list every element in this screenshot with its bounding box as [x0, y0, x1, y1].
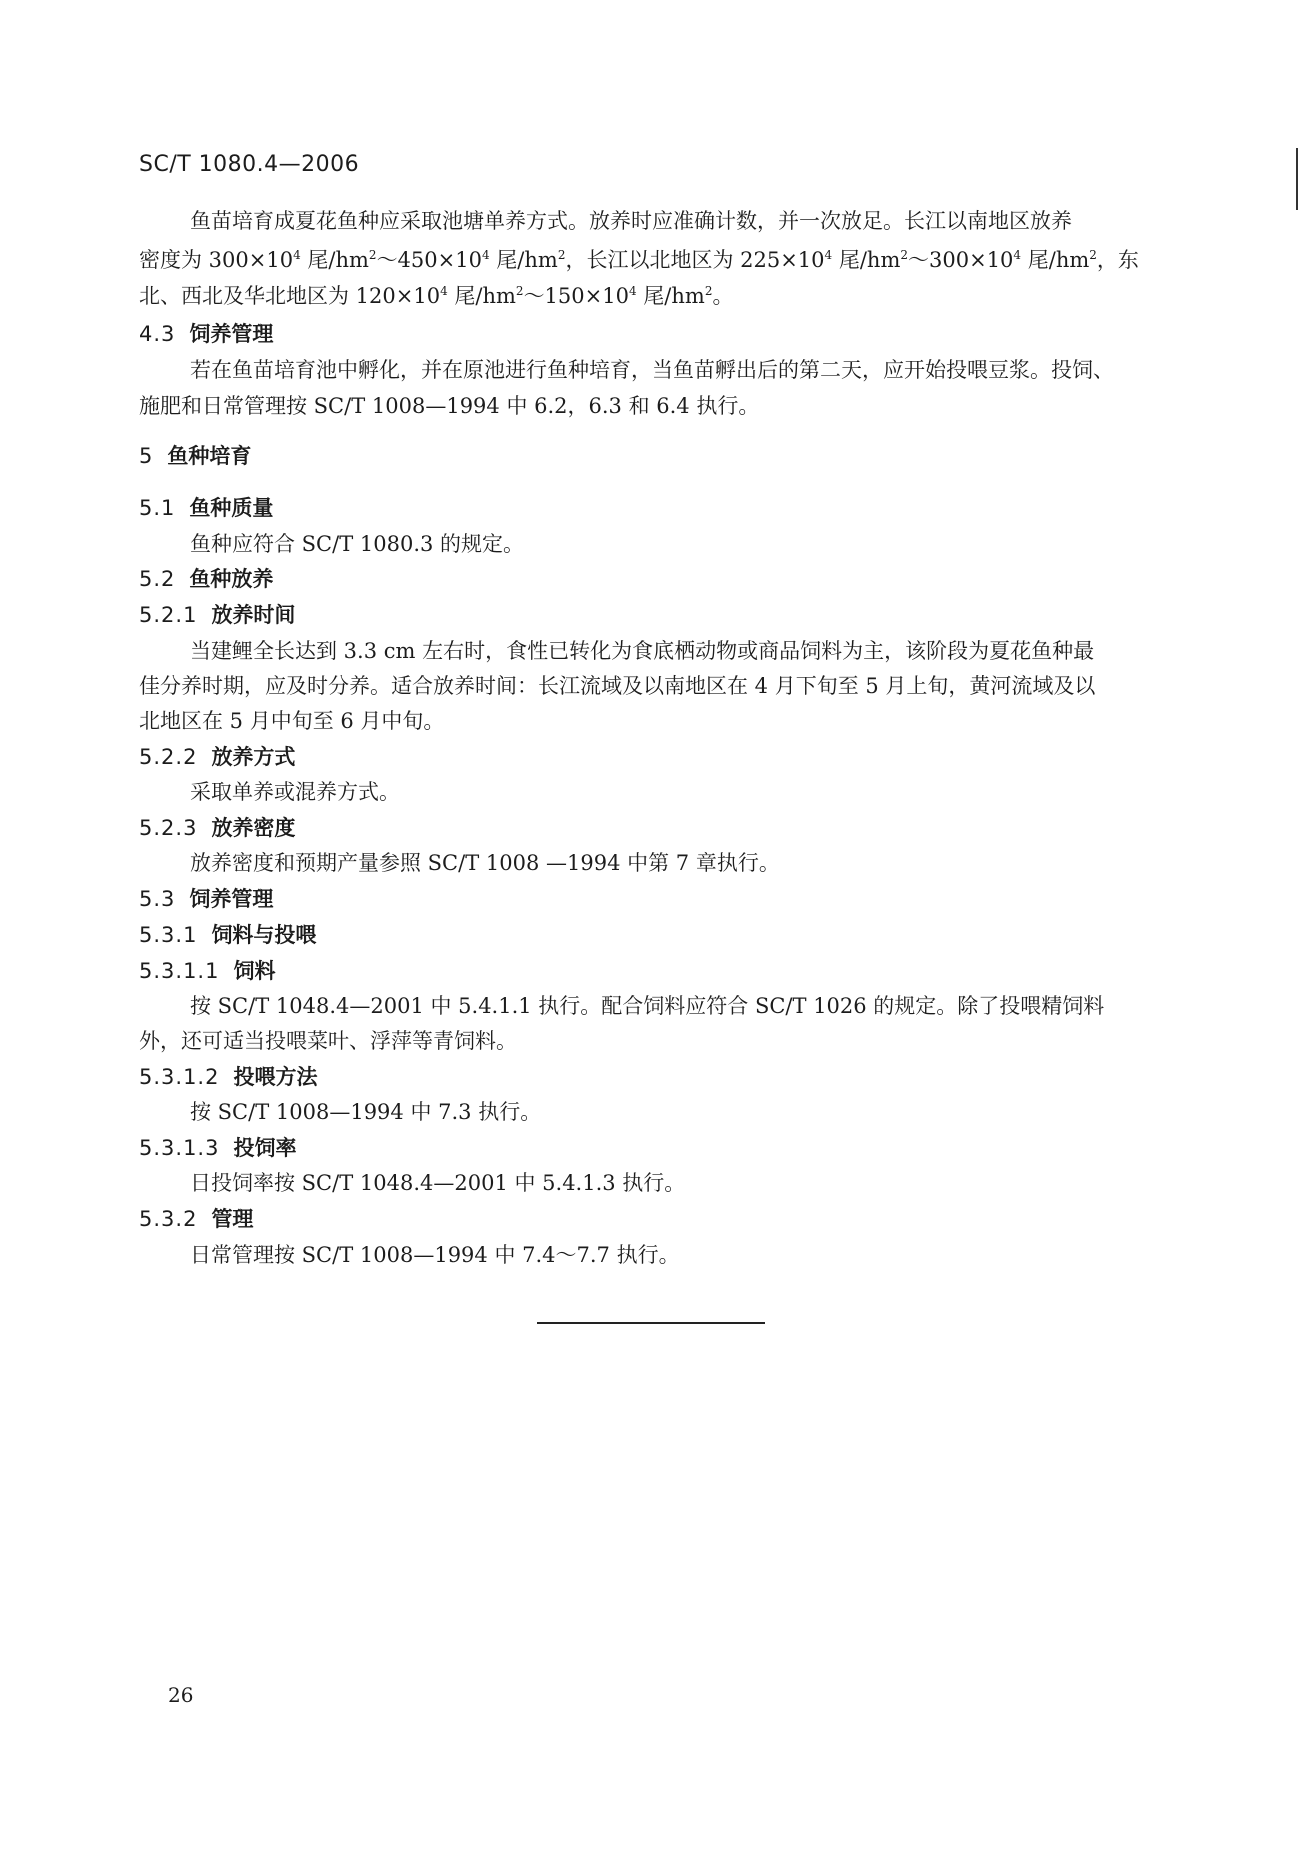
text-fragment: 密度为 300×10 [139, 248, 294, 272]
s4-3-line-1: 若在鱼苗培育池中孵化，并在原池进行鱼种培育，当鱼苗孵出后的第二天，应开始投喂豆浆。投饲、 [190, 358, 1114, 382]
section-heading-5-3-1-3 [139, 1133, 296, 1163]
standard-code-header [139, 152, 359, 177]
s5-2-1-line-3: 北地区在 5 月中旬至 6 月中旬。 [139, 709, 445, 733]
s5-3-1-2-line-1: 按 SC/T 1008—1994 中 7.3 执行。 [190, 1100, 542, 1124]
section-heading-5-3-1 [139, 920, 316, 950]
section-title: 放养时间 [211, 603, 296, 627]
section-number: 5.3.1.2 [139, 1065, 220, 1089]
superscript: 4 [628, 284, 637, 298]
section-number: 4.3 [139, 322, 176, 346]
superscript: 2 [557, 248, 566, 262]
section-heading-5-2-3 [139, 813, 295, 843]
section-heading-5 [139, 441, 251, 471]
section-number: 5.2.3 [139, 816, 198, 840]
s5-2-2-line-1: 采取单养或混养方式。 [190, 780, 400, 804]
text-fragment: 尾/hm [1021, 248, 1090, 272]
superscript: 2 [900, 248, 909, 262]
section-title: 管理 [211, 1207, 254, 1231]
section-title: 投喂方法 [233, 1065, 318, 1089]
intro-line-2 [139, 245, 1139, 275]
section-title: 饲养管理 [189, 887, 274, 911]
section-number: 5.3.1.3 [139, 1136, 220, 1160]
section-heading-5-2-2 [139, 742, 295, 772]
s5-3-1-3-line-1: 日投饲率按 SC/T 1048.4—2001 中 5.4.1.3 执行。 [190, 1171, 686, 1195]
section-title: 放养方式 [211, 745, 296, 769]
end-of-standard-rule [537, 1322, 765, 1324]
section-heading-4-3 [139, 319, 273, 349]
section-title: 饲料 [233, 959, 276, 983]
section-heading-5-2 [139, 564, 273, 594]
superscript: 2 [515, 284, 524, 298]
s5-3-1-1-line-2: 外，还可适当投喂菜叶、浮萍等青饲料。 [139, 1029, 517, 1053]
section-number: 5.2 [139, 567, 176, 591]
section-number: 5.1 [139, 496, 176, 520]
superscript: 4 [824, 248, 833, 262]
section-heading-5-2-1 [139, 600, 295, 630]
superscript: 2 [704, 284, 713, 298]
text-fragment: 尾/hm [832, 248, 901, 272]
scan-edge-mark [1296, 148, 1298, 210]
text-fragment: ，长江以北地区为 225×10 [565, 248, 825, 272]
section-heading-5-3 [139, 884, 273, 914]
s5-2-3-line-1: 放养密度和预期产量参照 SC/T 1008 —1994 中第 7 章执行。 [190, 851, 780, 875]
section-title: 鱼种质量 [189, 496, 274, 520]
text-fragment: 北、西北及华北地区为 120×10 [139, 284, 441, 308]
section-title: 放养密度 [211, 816, 296, 840]
section-heading-5-3-1-1 [139, 956, 275, 986]
s5-3-1-1-line-1: 按 SC/T 1048.4—2001 中 5.4.1.1 执行。配合饲料应符合 SC/T 1026 的规定。除了投喂精饲料 [190, 994, 1105, 1018]
superscript: 4 [440, 284, 448, 298]
text-fragment: ～150×10 [523, 284, 629, 308]
standard-code: SC/T 1080.4—2006 [139, 152, 360, 177]
text-fragment: ～300×10 [908, 248, 1014, 272]
s5-3-2-line-1: 日常管理按 SC/T 1008—1994 中 7.4～7.7 执行。 [190, 1243, 680, 1267]
section-title: 鱼种放养 [189, 567, 274, 591]
intro-line-1: 鱼苗培育成夏花鱼种应采取池塘单养方式。放养时应准确计数，并一次放足。长江以南地区放养 [190, 209, 1072, 233]
s5-1-line-1: 鱼种应符合 SC/T 1080.3 的规定。 [190, 532, 525, 556]
intro-line-3 [139, 281, 733, 311]
s5-2-1-line-2: 佳分养时期，应及时分养。适合放养时间：长江流域及以南地区在 4 月下旬至 5 月上旬，黄河流域及以 [139, 674, 1096, 698]
section-title: 投饲率 [233, 1136, 297, 1160]
section-number: 5.3 [139, 887, 176, 911]
text-fragment: ～450×10 [376, 248, 482, 272]
text-fragment: 尾/hm [636, 284, 705, 308]
section-number: 5.3.1.1 [139, 959, 220, 983]
section-title: 饲料与投喂 [211, 923, 317, 947]
section-title: 饲养管理 [189, 322, 274, 346]
section-heading-5-3-1-2 [139, 1062, 317, 1092]
text-fragment: 尾/hm [489, 248, 558, 272]
s5-2-1-line-1: 当建鲤全长达到 3.3 cm 左右时，食性已转化为食底栖动物或商品饲料为主，该阶段为夏花鱼种最 [190, 639, 1095, 663]
section-heading-5-1 [139, 493, 273, 523]
s4-3-line-2: 施肥和日常管理按 SC/T 1008—1994 中 6.2，6.3 和 6.4 执行。 [139, 394, 760, 418]
superscript: 4 [481, 248, 490, 262]
section-heading-5-3-2 [139, 1204, 253, 1234]
section-number: 5.2.2 [139, 745, 198, 769]
section-number: 5.3.2 [139, 1207, 198, 1231]
text-fragment: 尾/hm [447, 284, 516, 308]
superscript: 4 [1013, 248, 1022, 262]
section-title: 鱼种培育 [167, 444, 252, 468]
superscript: 2 [1089, 248, 1097, 262]
page-number: 26 [168, 1683, 194, 1707]
section-number: 5.3.1 [139, 923, 198, 947]
text-fragment: 。 [712, 284, 734, 308]
superscript: 2 [368, 248, 377, 262]
section-number: 5 [139, 444, 154, 468]
superscript: 4 [293, 248, 301, 262]
section-number: 5.2.1 [139, 603, 198, 627]
text-fragment: ，东 [1096, 248, 1139, 272]
text-fragment: 尾/hm [300, 248, 369, 272]
